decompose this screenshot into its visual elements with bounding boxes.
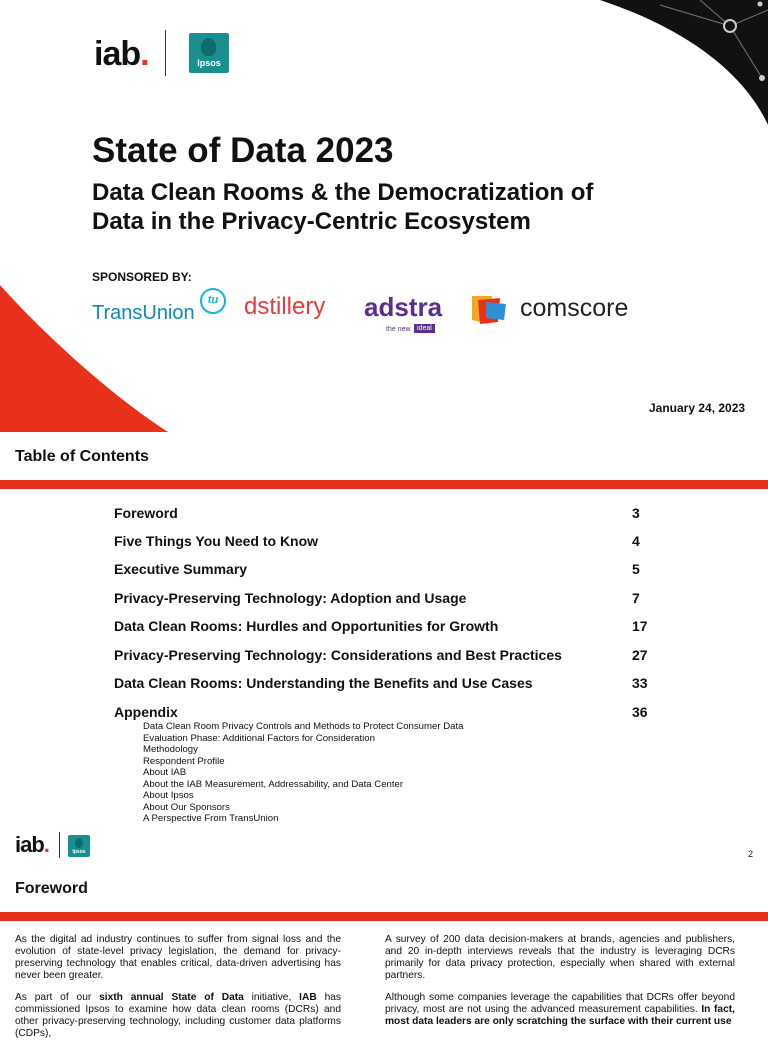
toc-item-appendix[interactable]: Appendix 36 (114, 704, 648, 720)
iab-logo: iab. (94, 35, 149, 73)
foreword-right-column (385, 934, 735, 1038)
adstra-logo: adstra the new ideal (364, 292, 443, 333)
foreword-heading: Foreword (15, 880, 88, 897)
appendix-item[interactable]: Methodology (143, 744, 198, 755)
foreword-paragraph: As part of our sixth annual State of Data initiative, IAB has commissioned Ipsos to examine how data clean rooms (DCRs) and other privacy-preserving technology, including customer data platforms (CDPs), (15, 992, 341, 1039)
appendix-item[interactable]: About IAB (143, 767, 187, 778)
foreword-divider (0, 912, 768, 921)
transunion-badge: tu (200, 288, 226, 314)
ipsos-logo: Ipsos (189, 33, 229, 73)
ipsos-logo-mark (201, 38, 216, 56)
toc-item-executive-summary[interactable]: Executive Summary 5 (114, 561, 640, 577)
appendix-sublist (143, 721, 563, 825)
document-title: State of Data 2023 (92, 131, 394, 170)
appendix-item[interactable]: About Ipsos (143, 790, 194, 801)
sponsored-by-label: SPONSORED BY: (92, 270, 192, 284)
document-subtitle (92, 178, 593, 236)
comscore-mark-icon (472, 294, 508, 326)
foreword-left-column (15, 934, 341, 1050)
foreword-paragraph: As the digital ad industry continues to suffer from signal loss and the evolution of state-level privacy legislation, the demand for privacy-preserving technology that enables critical, data-driven advertising has never been greater. (15, 934, 341, 981)
comscore-logo: comscore (472, 294, 652, 326)
toc-item-adoption-usage[interactable]: Privacy-Preserving Technology: Adoption and Usage 7 (114, 590, 640, 606)
appendix-item[interactable]: Respondent Profile (143, 755, 225, 767)
appendix-item[interactable]: A Perspective From TransUnion (143, 813, 279, 824)
toc-item-foreword[interactable]: Foreword 3 (114, 505, 640, 521)
footer-ipsos-logo-mark (75, 838, 83, 848)
appendix-item[interactable]: Evaluation Phase: Additional Factors for Consideration (143, 732, 375, 744)
logo-divider (165, 30, 166, 76)
toc-item-five-things[interactable]: Five Things You Need to Know 4 (114, 533, 640, 549)
appendix-item[interactable]: About the IAB Measurement, Addressability, and Data Center (143, 778, 404, 790)
footer-iab-logo: iab. (15, 832, 49, 857)
toc-divider (0, 480, 768, 489)
toc-item-hurdles[interactable]: Data Clean Rooms: Hurdles and Opportunities for Growth 17 (114, 618, 648, 634)
footer-ipsos-logo: Ipsos (68, 835, 90, 857)
toc-heading: Table of Contents (15, 448, 149, 465)
foreword-paragraph: A survey of 200 data decision-makers at brands, agencies and publishers, and 20 in-depth interviews reveals that the industry is leveraging DCRs primarily for data privacy protection, especially when shared with external partners. (385, 934, 735, 981)
appendix-item[interactable]: Data Clean Room Privacy Controls and Methods to Protect Consumer Data (143, 721, 464, 732)
toc-item-best-practices[interactable]: Privacy-Preserving Technology: Considerations and Best Practices 27 (114, 647, 648, 663)
dstillery-logo: dstillery (244, 293, 326, 320)
footer-logo-divider (59, 832, 60, 858)
transunion-logo: TransUnion tu (92, 286, 227, 326)
toc-item-benefits[interactable]: Data Clean Rooms: Understanding the Benefits and Use Cases 33 (114, 675, 648, 691)
appendix-item[interactable]: About Our Sponsors (143, 801, 230, 813)
page-number: 2 (748, 849, 754, 859)
foreword-paragraph: Although some companies leverage the capabilities that DCRs offer beyond privacy, most are not using the advanced measurement capabilities. In fact, most data leaders are only scratching the surface with their current use (385, 992, 735, 1027)
publication-date: January 24, 2023 (649, 401, 746, 415)
subtitle-line-2: Data in the Privacy-Centric Ecosystem (92, 208, 531, 235)
subtitle-line-1: Data Clean Rooms & the Democratization of (92, 179, 594, 206)
